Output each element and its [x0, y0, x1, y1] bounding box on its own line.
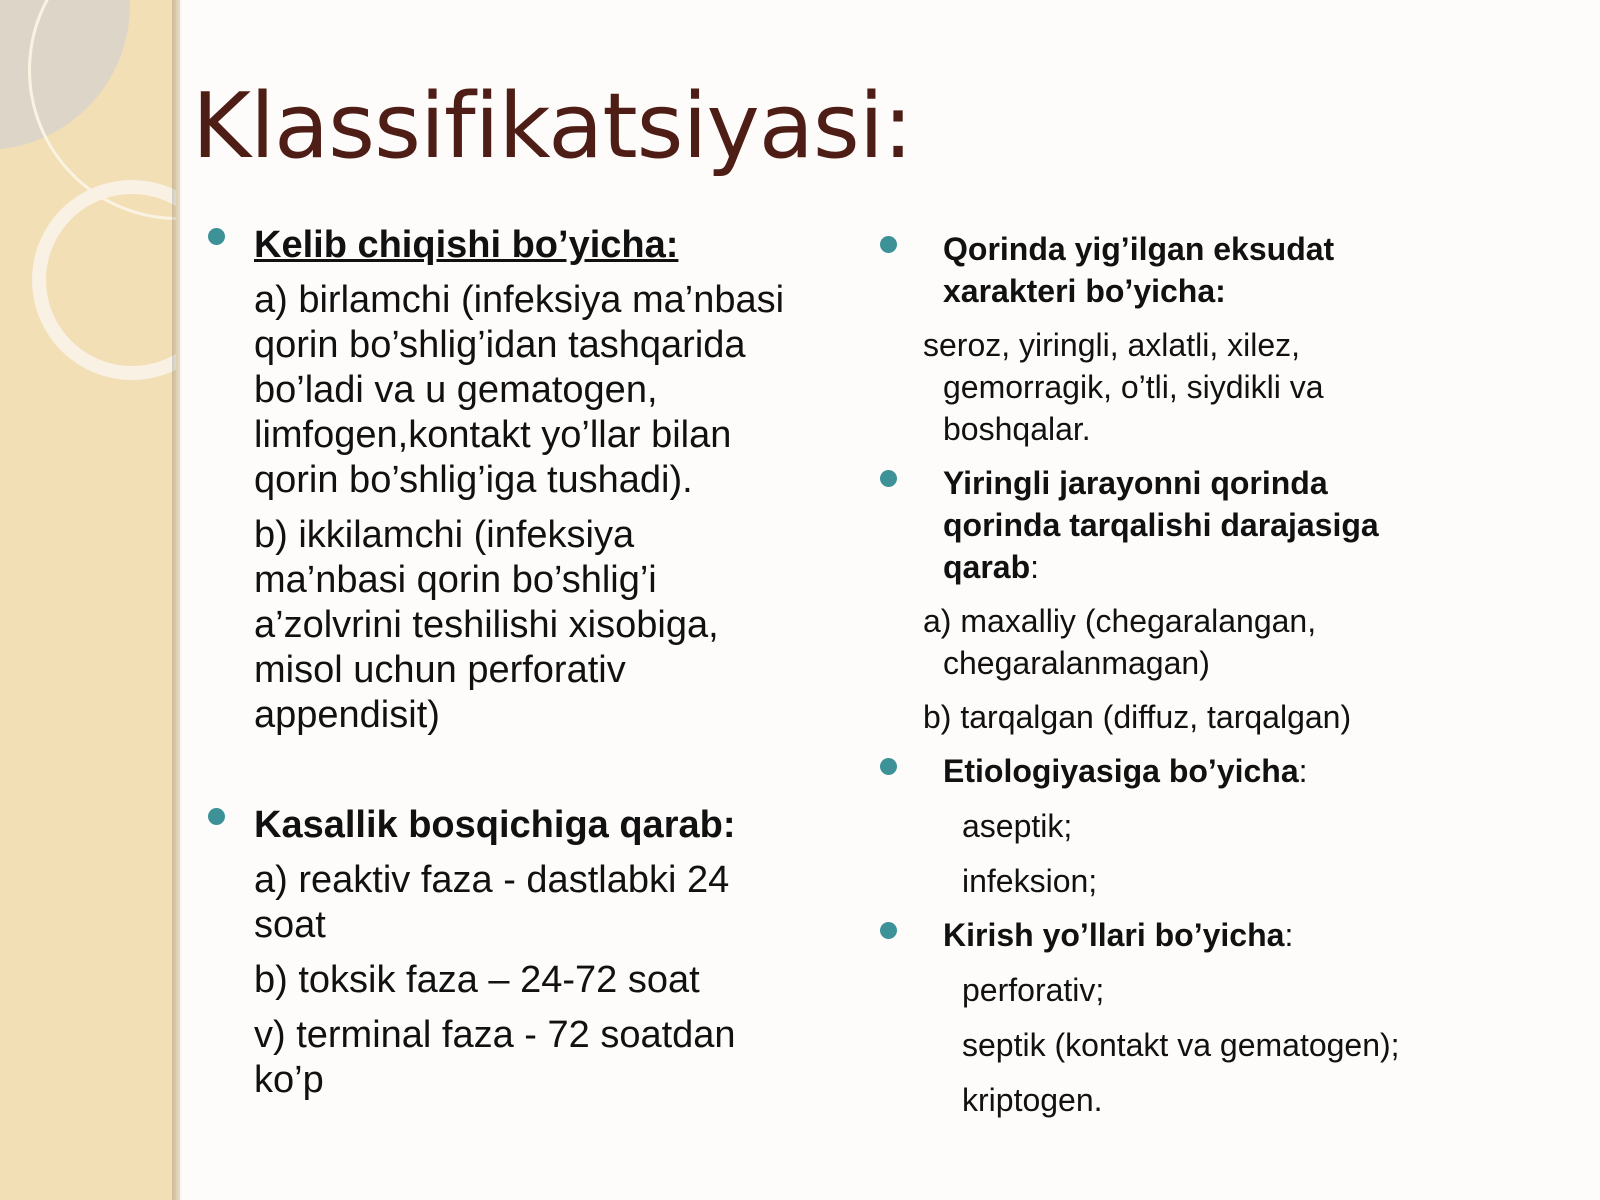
heading-line: Qorinda yig’ilgan eksudat: [943, 231, 1335, 267]
item-line: b) toksik faza – 24-72 soat: [254, 959, 700, 1001]
item-line: appendisit): [254, 694, 440, 736]
heading-text: Kirish yo’llari bo’yicha: [943, 917, 1285, 953]
heading-suffix: :: [1298, 753, 1308, 789]
item-line: bo’ladi va u gematogen,: [254, 369, 658, 411]
section-exudate-heading: [880, 228, 1580, 312]
bullet-icon: [880, 922, 897, 939]
list-item: [252, 858, 848, 948]
slide-title: Klassifikatsiyasi:: [192, 74, 913, 179]
item-line: misol uchun perforativ: [254, 649, 626, 691]
text-line: gemorragik, o’tli, siydikli va: [943, 369, 1324, 405]
list-item: [923, 696, 1580, 738]
list-item: kriptogen.: [962, 1082, 1103, 1118]
heading-suffix: :: [1030, 549, 1040, 585]
section-entry-heading: [880, 914, 1580, 956]
list-item: [923, 600, 1580, 684]
section-stage-heading: [208, 802, 848, 848]
left-column: [208, 222, 848, 1103]
item-line: soat: [254, 904, 326, 946]
heading-text: qarab: [943, 549, 1031, 585]
item-line: qorin bo’shlig’idan tashqarida: [254, 324, 746, 366]
text-line: a) maxalliy (chegaralangan,: [923, 603, 1317, 639]
list-item: [252, 278, 848, 503]
item-line: qorin bo’shlig’iga tushadi).: [254, 459, 693, 501]
text-line: seroz, yiringli, axlatli, xilez,: [923, 327, 1300, 363]
item-line: limfogen,kontakt yo’llar bilan: [254, 414, 732, 456]
text-line: chegaralanmagan): [943, 645, 1210, 681]
heading-line: xarakteri bo’yicha:: [943, 273, 1226, 309]
heading-line: [943, 546, 1580, 588]
heading-suffix: :: [1284, 917, 1294, 953]
bullet-icon: [880, 236, 897, 253]
item-line: ko’p: [254, 1059, 324, 1101]
item-line: b) ikkilamchi (infeksiya: [254, 514, 635, 556]
list-item: aseptik;: [962, 808, 1073, 844]
section-spread-heading: [880, 462, 1580, 588]
bullet-icon: [208, 808, 225, 825]
heading-line: qorinda tarqalishi darajasiga: [943, 507, 1379, 543]
heading-text: Kasallik bosqichiga qarab:: [254, 804, 736, 846]
item-line: a) birlamchi (infeksiya ma’nbasi: [254, 279, 785, 321]
item-line: ma’nbasi qorin bo’shlig’i: [254, 559, 657, 601]
heading-text: Kelib chiqishi bo’yicha:: [254, 224, 679, 266]
list-item: perforativ;: [962, 972, 1105, 1008]
list-item: septik (kontakt va gematogen);: [962, 1027, 1400, 1063]
bullet-icon: [208, 228, 225, 245]
item-line: a’zolvrini teshilishi xisobiga,: [254, 604, 719, 646]
exudate-text: [923, 324, 1580, 450]
item-line: a) reaktiv faza - dastlabki 24: [254, 859, 730, 901]
text-line: boshqalar.: [943, 411, 1091, 447]
heading-text: Etiologiyasiga bo’yicha: [943, 753, 1299, 789]
list-item: [252, 1013, 848, 1103]
item-line: v) terminal faza - 72 soatdan: [254, 1014, 736, 1056]
decorative-ring: [32, 180, 176, 380]
section-etiology-heading: [880, 750, 1580, 792]
decorative-sidebar: [0, 0, 176, 1200]
text-line: b) tarqalgan (diffuz, tarqalgan): [923, 699, 1352, 735]
section-origin-heading: [208, 222, 848, 268]
list-item: [252, 958, 848, 1003]
bullet-icon: [880, 758, 897, 775]
bullet-icon: [880, 470, 897, 487]
list-item: [252, 513, 848, 738]
list-item: infeksion;: [962, 863, 1098, 899]
right-column: [880, 228, 1580, 1121]
sidebar-shadow: [172, 0, 182, 1200]
heading-line: Yiringli jarayonni qorinda: [943, 465, 1328, 501]
